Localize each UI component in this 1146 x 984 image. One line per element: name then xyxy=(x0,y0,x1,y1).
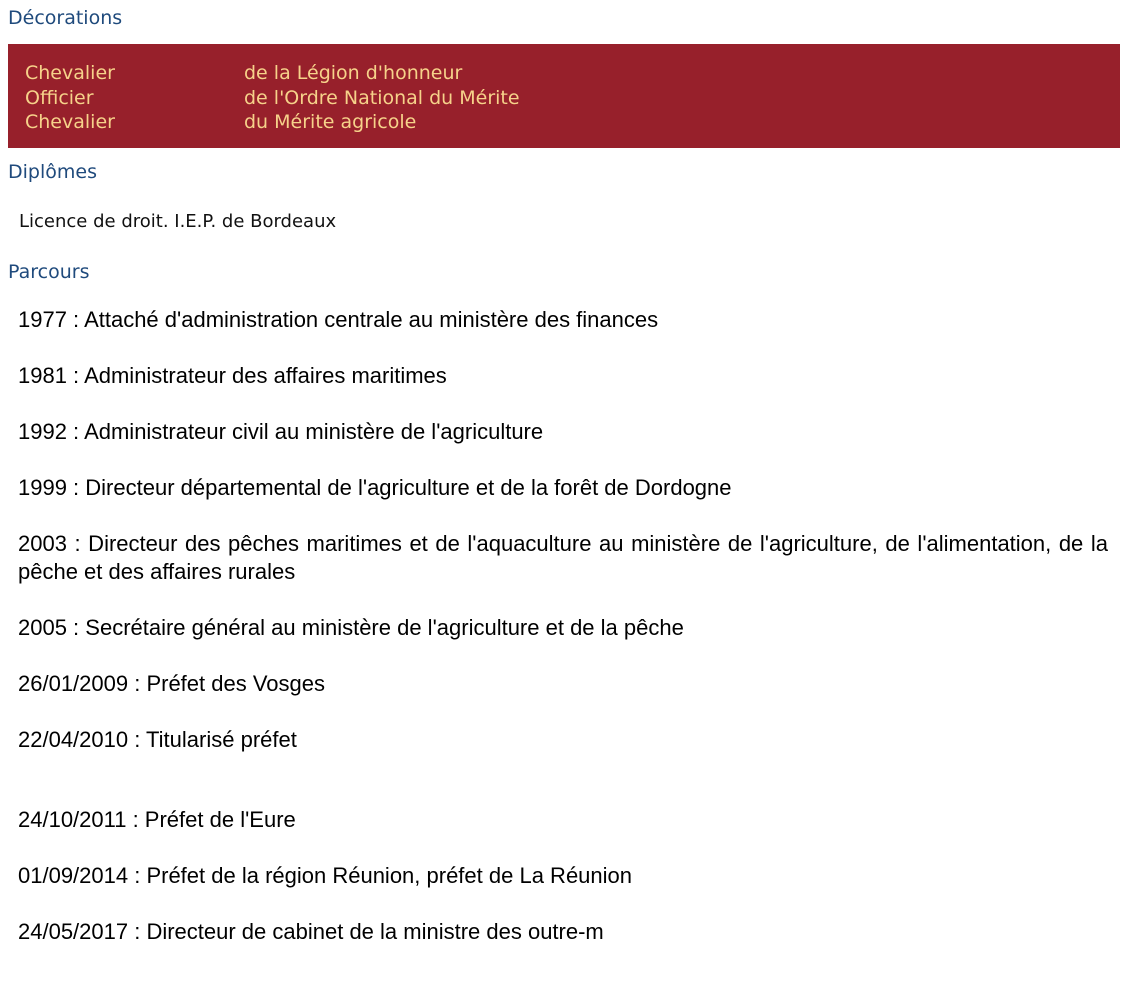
decoration-order: de la Légion d'honneur xyxy=(244,62,463,84)
decoration-row xyxy=(25,86,1120,111)
parcours-item: 24/05/2017 : Directeur de cabinet de la ministre des outre-m xyxy=(18,919,604,944)
decorations-box xyxy=(8,44,1120,148)
decorations-title: Décorations xyxy=(8,7,123,29)
decoration-order: du Mérite agricole xyxy=(244,111,417,133)
parcours-item: 01/09/2014 : Préfet de la région Réunion, préfet de La Réunion xyxy=(18,863,633,888)
decoration-order: de l'Ordre National du Mérite xyxy=(244,86,520,109)
parcours-item: 2003 : Directeur des pêches maritimes et de l'aquaculture au ministère de l'agriculture, de l'alimentation, de la pêche et des affaires rurales xyxy=(18,531,1108,584)
parcours-title: Parcours xyxy=(8,261,90,283)
diplomes-title: Diplômes xyxy=(8,161,97,183)
decoration-row xyxy=(25,110,1120,135)
parcours-item: 1981 : Administrateur des affaires maritimes xyxy=(18,363,447,388)
decoration-row xyxy=(25,61,1120,86)
diplome-text: Licence de droit. I.E.P. de Bordeaux xyxy=(19,211,337,232)
decoration-grade: Chevalier xyxy=(25,111,115,133)
decoration-grade: Chevalier xyxy=(25,62,115,84)
decoration-grade: Officier xyxy=(25,86,94,109)
parcours-item: 24/10/2011 : Préfet de l'Eure xyxy=(18,807,296,832)
parcours-item: 1992 : Administrateur civil au ministère de l'agriculture xyxy=(18,419,544,444)
parcours-item: 1999 : Directeur départemental de l'agriculture et de la forêt de Dordogne xyxy=(18,475,732,500)
parcours-item: 1977 : Attaché d'administration centrale au ministère des finances xyxy=(18,307,659,332)
parcours-item: 22/04/2010 : Titularisé préfet xyxy=(18,727,297,752)
parcours-item: 2005 : Secrétaire général au ministère de l'agriculture et de la pêche xyxy=(18,615,684,640)
parcours-item: 26/01/2009 : Préfet des Vosges xyxy=(18,671,326,696)
parcours-list xyxy=(18,306,1108,974)
